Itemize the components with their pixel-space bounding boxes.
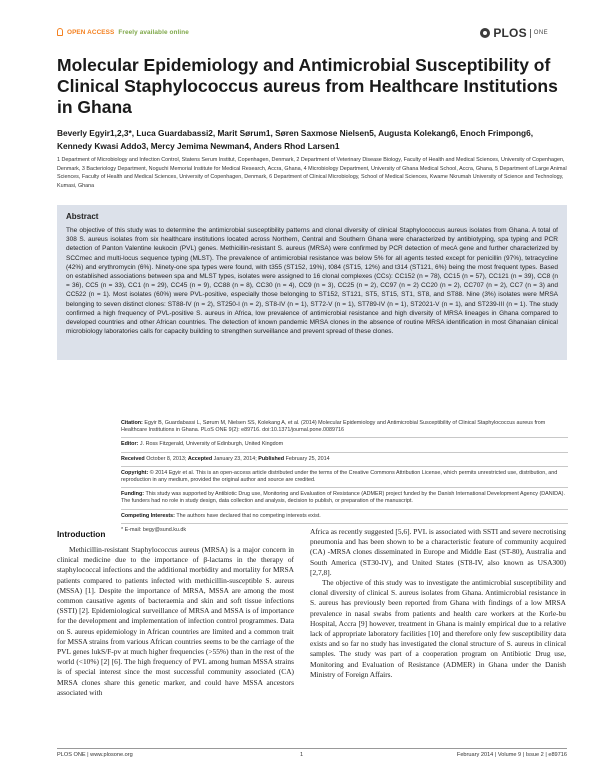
journal-sub-label: ONE — [533, 30, 548, 36]
funding-text: This study was supported by Antibiotic Drug use, Monitoring and Evaluation of Resistance (ADMER) project funded by the Danish International Development Agency (DANIDA). The funders had no role in study design, data collection and analysis, decision to publish, or preparation of the manuscript. — [121, 491, 565, 505]
abstract-text: The objective of this study was to determine the antimicrobial susceptibility patterns and clonal diversity of clinical Staphylococcus aureus isolates from Ghana. A total of 308 S. aureus isolates from six healthcare institutions located across Northern, Central and Southern Ghana were characterized by antibiotyping, spa typing and PCR detection of Panton Valentine leukocin (PVL) genes. Methicillin-resistant S. aureus (MRSA) were confirmed by PCR detection of mecA gene and further characterized by SCCmec and multi-locus sequence typing (MLST). The prevalence of antimicrobial resistance was below 5% for all agents tested except for penicillin (97%), tetracycline (42%) and erythromycin (6%). Ninety-one spa types were found, with t355 (ST152, 19%), t084 (ST15, 12%) and t314 (ST121, 6%) being the most frequent types. Based on established associations between spa and MLST types, isolates were assigned to 16 clonal complexes (CCs): CC152 (n = 78), CC15 (n = 57), CC121 (n = 39), CC8 (n = 36), CC5 (n = 33), CC1 (n = 29), CC45 (n = 9), CC88 (n = 8), CC30 (n = 4), CC9 (n = 3), CC25 (n = 2), CC97 (n = 2) CC20 (n = 2), CC707 (n = 2), CC7 (n = 3) and CC522 (n = 1). Most isolates (60%) were PVL-positive, especially those belonging to ST152, ST121, ST5, ST15, ST1, ST8, and ST88. Nine (3%) isolates were MRSA belonging to seven distinct clones: ST88-IV (n = 2), ST250-I (n = 2), ST8-IV (n = 1), ST72-V (n = 1), ST789-IV (n = 1), ST2021-V (n = 1), and ST239-III (n = 1). The study confirmed a high frequency of PVL-positive S. aureus in Africa, low prevalence of antimicrobial resistance and high diversity of MRSA lineages in Ghana compared to developed countries and other African countries. The detection of known pandemic MRSA clones in the absence of routine MRSA identification in most Ghanaian clinical microbiology laboratories calls for capacity building to strengthen surveillance and prevent spread of these clones. — [66, 227, 558, 336]
competing-label: Competing Interests: — [121, 512, 175, 519]
plos-wordmark: PLOS — [493, 26, 527, 40]
article-metadata — [121, 420, 568, 540]
footer-journal-url[interactable]: PLOS ONE | www.plosone.org — [57, 752, 133, 758]
published-label: Published — [258, 455, 285, 462]
funding-label: Funding: — [121, 491, 145, 498]
freely-available-label: Freely available online — [118, 28, 189, 36]
accepted-label: Accepted — [187, 455, 213, 462]
competing-text: The authors have declared that no competing interests exist. — [176, 512, 321, 519]
intro-paragraph-continued: Africa as recently suggested [5,6]. PVL is associated with SSTI and severe necrotising pneumonia and has been shown to be a characteristic feature of community acquired (CA) -MRSA clones disseminated in Europe and Middle East (ST-80), Australia and South America (ST30-IV), and United States (ST8-IV, also known as USA300) [2,7,8]. — [310, 527, 566, 577]
article-title: Molecular Epidemiology and Antimicrobial Susceptibility of Clinical Staphylococcus aureus from Healthcare Institutions in Ghana — [57, 55, 558, 117]
open-access-lock-icon — [57, 28, 63, 36]
citation-label: Citation: — [121, 420, 143, 426]
corresponding-email[interactable]: * E-mail: begy@sund.ku.dk — [121, 526, 187, 533]
received-date: October 8, 2013; — [146, 455, 187, 462]
copyright-block — [121, 470, 568, 488]
intro-paragraph-2: The objective of this study was to investigate the antimicrobial susceptibility and clonal diversity of clinical S. aureus isolates from Ghana. Antimicrobial resistance in S. aureus has previously been reported from Ghana with findings of a low MRSA prevalence in nasal swabs from patients and health care workers at the Korle-bu Hospital, Accra [9] however, treatment in Ghana is mainly empirical due to a relative lack of appropriate laboratory facilities [10] and therefore only few susceptibility data exists and so far no study has investigated the clonal structure of S. aureus in clinical samples. The study was part of a cooperation program on Antibiotic Drug use, Monitoring and Evaluation of Resistance (ADMER) in Ghana under the Danish Ministry of Foreign Affairs. — [310, 578, 566, 679]
received-label: Received — [121, 455, 145, 462]
editor-block — [121, 441, 568, 452]
footer-divider — [57, 748, 567, 749]
footer-issue-info: February 2014 | Volume 9 | Issue 2 | e89716 — [456, 752, 567, 758]
page-number: 1 — [300, 752, 304, 758]
body-column-left — [57, 545, 294, 698]
body-column-right — [310, 527, 566, 680]
citation-block — [121, 420, 568, 438]
competing-block — [121, 513, 568, 524]
introduction-heading: Introduction — [57, 529, 106, 539]
open-access-badge[interactable] — [57, 28, 189, 36]
funding-block — [121, 491, 568, 509]
published-date: February 25, 2014 — [285, 455, 330, 462]
plos-logo-icon — [480, 28, 490, 38]
editor-text: J. Ross Fitzgerald, University of Edinburgh, United Kingdom — [139, 441, 284, 448]
logo-divider — [530, 29, 531, 38]
open-access-label: OPEN ACCESS — [67, 28, 115, 36]
author-list: Beverly Egyir1,2,3*, Luca Guardabassi2, Marit Sørum1, Søren Saxmose Nielsen5, Augusta Kolekang6, Enoch Frimpong6, Kennedy Kwasi Addo3, Mercy Jemima Newman4, Anders Rhod Larsen1 — [57, 128, 533, 151]
journal-header — [57, 28, 548, 42]
abstract-heading: Abstract — [66, 212, 99, 221]
copyright-label: Copyright: — [121, 469, 149, 476]
abstract-box — [57, 205, 567, 360]
dates-block — [121, 456, 568, 467]
accepted-date: January 23, 2014; — [213, 455, 257, 462]
editor-label: Editor: — [121, 441, 139, 448]
page-footer — [57, 752, 567, 762]
citation-text: Egyir B, Guardabassi L, Sørum M, Nielsen SS, Kolekang A, et al. (2014) Molecular Epidemiology and Antimicrobial Susceptibility of Clinical Staphylococcus aureus from Healthcare Institutions in Ghana. PLoS ONE 9(2): e89716. doi:10.1371/journal.pone.0089716 — [121, 420, 546, 434]
intro-paragraph-1: Methicillin-resistant Staphylococcus aureus (MRSA) is a major concern in clinical medicine due to the importance of β-lactams in the therapy of staphylococcal infections and the additional morbidity and mortality for MRSA patients compared to patients infected with methicillin-susceptible S. aureus (MSSA) [1]. Despite the importance of MRSA, MSSA are among the most common causative agents of bacteraemia and skin and soft tissue infections (SSTI) [2]. Epidemiological surveillance of MRSA and MSSA is of importance for the development and implementation of infection control programmes. Data on S. aureus epidemiology in African countries are limited and a common trait for MSSA strains from various African countries seems to be the carriage of the PVL genes lukS/F-pv at much higher frequencies (>55%) than in the rest of the world (<10%) [2] [6]. The high frequency of PVL among human MSSA strains is of special interest since the most successful community associated (CA) MRSA clones share this genetic marker, and could have MSSA ancestors associated with — [57, 545, 294, 697]
affiliations: 1 Department of Microbiology and Infection Control, Statens Serum Institut, Copenhagen, Denmark, 2 Department of Veterinary Disease Biology, Faculty of Health and Medical Sciences, University of Copenhagen, Denmark, 3 Bacteriology Department, Noguchi Memorial Institute for Medical Research, Accra, Ghana, 4 Microbiology Department, University of Ghana Medical School, Accra, Ghana, 5 Department of Large Animal Sciences, Faculty of Health and Medical Sciences, University of Copenhagen, Denmark, 6 Department of Clinical Microbiology, School of Medical Sciences, Kwame Nkrumah University of Science and Technology, Kumasi, Ghana — [57, 157, 567, 189]
plos-one-logo[interactable] — [480, 26, 548, 40]
copyright-text: © 2014 Egyir et al. This is an open-access article distributed under the terms of the Creative Commons Attribution License, which permits unrestricted use, distribution, and reproduction in any medium, provided the original author and source are credited. — [121, 469, 558, 484]
